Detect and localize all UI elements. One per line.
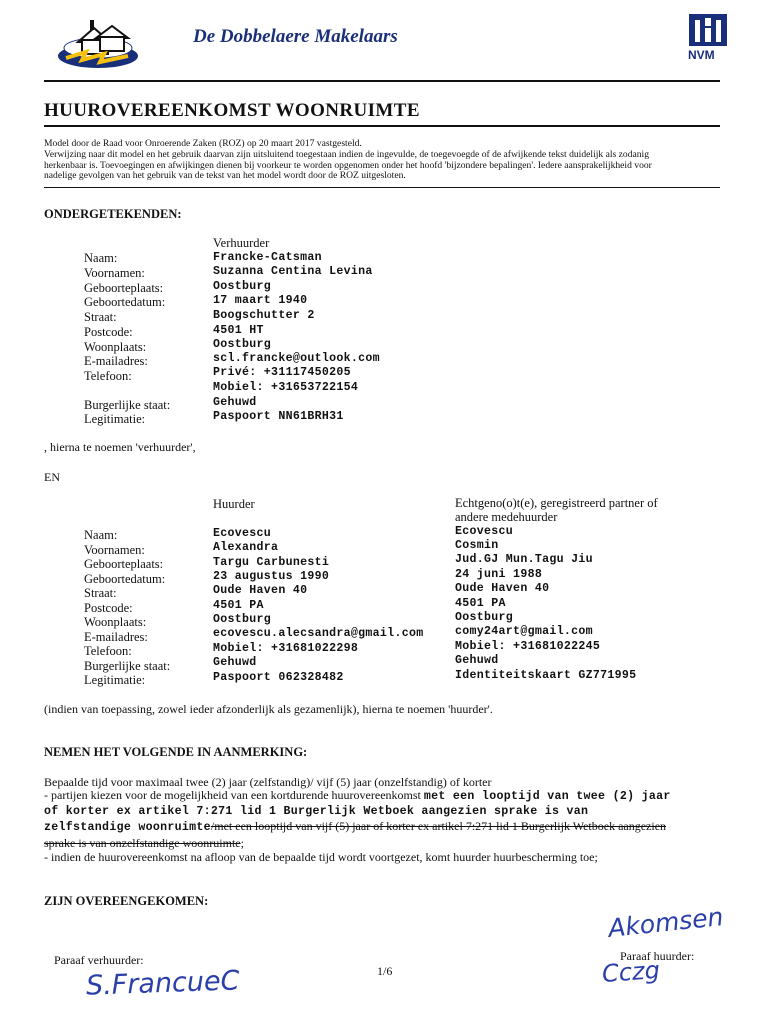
huurder-voornamen: Alexandra (213, 541, 279, 554)
verhuurder-naam: Francke-Catsman (213, 251, 322, 264)
partijen-prefix: - partijen kiezen voor de mogelijkheid van een kortdurende huurovereenkomst (44, 788, 421, 802)
partijen-mono-3: zelfstandige woonruimte (44, 821, 211, 834)
label-geboortedatum-2: Geboortedatum: (84, 572, 166, 586)
label-naam-2: Naam: (84, 528, 118, 542)
nvm-logo-icon (689, 14, 727, 46)
verhuurder-burgerlijke-staat: Gehuwd (213, 396, 257, 409)
partner-geboorteplaats: Jud.GJ Mun.Tagu Jiu (455, 553, 593, 566)
verhuurder-woonplaats: Oostburg (213, 338, 272, 351)
huurder-burgerlijke-staat: Gehuwd (213, 656, 257, 669)
hierna-verhuurder: , hierna te noemen 'verhuurder', (44, 440, 196, 454)
partijen-mono-1: met een looptijd van twee (2) jaar (423, 790, 671, 803)
verhuurder-voornamen: Suzanna Centina Levina (213, 265, 373, 278)
page-number: 1/6 (377, 964, 393, 978)
huurder-straat: Oude Haven 40 (213, 584, 308, 597)
verhuurder-geboortedatum: 17 maart 1940 (213, 294, 308, 307)
document-title: HUUROVEREENKOMST WOONRUIMTE (44, 100, 420, 121)
label-email: E-mailadres: (84, 354, 148, 368)
partijen-end: ; (240, 835, 244, 850)
partijen-strike-1: /met een looptijd van vijf (5) jaar of korter ex artikel 7:271 lid 1 Burgerlijk Wetboek aangezien (210, 819, 667, 833)
paraaf-verhuurder-label: Paraaf verhuurder: (54, 953, 144, 967)
partner-woonplaats: Oostburg (455, 611, 514, 624)
indien-huur-text: - indien de huurovereenkomst na afloop van de bepaalde tijd wordt voortgezet, komt huurder huurbescherming toe; (44, 850, 598, 864)
label-legitimatie: Legitimatie: (84, 412, 146, 426)
label-voornamen-2: Voornamen: (84, 543, 145, 557)
label-postcode-2: Postcode: (84, 601, 133, 615)
partijen-strike-2: sprake is van onzelfstandige woonruimte (44, 835, 241, 850)
huurder-signature-top: Akomsen (606, 902, 725, 943)
company-logo (56, 12, 142, 72)
huurder-legitimatie: Paspoort 062328482 (213, 671, 344, 684)
indien-text: (indien van toepassing, zowel ieder afzonderlijk als gezamenlijk), hierna te noemen 'huurder'. (44, 702, 493, 716)
verhuurder-geboorteplaats: Oostburg (213, 280, 272, 293)
label-postcode: Postcode: (84, 325, 133, 339)
verhuurder-email: scl.francke@outlook.com (213, 352, 380, 365)
company-name: De Dobbelaere Makelaars (193, 26, 398, 47)
verhuurder-telefoon-prive: Privé: +31117450205 (213, 366, 351, 379)
nemen-heading: NEMEN HET VOLGENDE IN AANMERKING: (44, 745, 308, 759)
partijen-mono-2: of korter ex artikel 7:271 lid 1 Burgerlijk Wetboek aangezien sprake is van (44, 804, 589, 818)
en-label: EN (44, 470, 60, 484)
huurder-naam: Ecovescu (213, 527, 272, 540)
partner-email: comy24art@gmail.com (455, 625, 593, 638)
title-divider (44, 125, 720, 127)
label-naam: Naam: (84, 251, 118, 265)
verhuurder-postcode: 4501 HT (213, 324, 264, 337)
label-straat-2: Straat: (84, 586, 117, 600)
partner-geboortedatum: 24 juni 1988 (455, 568, 543, 581)
huurder-geboortedatum: 23 augustus 1990 (213, 570, 330, 583)
label-burgerlijke-staat-2: Burgerlijke staat: (84, 659, 171, 673)
label-voornamen: Voornamen: (84, 266, 145, 280)
partner-burgerlijke-staat: Gehuwd (455, 654, 499, 667)
partner-voornamen: Cosmin (455, 539, 499, 552)
model-divider (44, 187, 720, 188)
partner-postcode: 4501 PA (455, 597, 506, 610)
label-woonplaats: Woonplaats: (84, 340, 147, 354)
nvm-label: NVM (688, 48, 715, 62)
verhuurder-telefoon-mobiel: Mobiel: +31653722154 (213, 381, 359, 394)
label-burgerlijke-staat: Burgerlijke staat: (84, 398, 171, 412)
paraaf-huurder-label: Paraaf huurder: (620, 949, 695, 963)
verhuurder-straat: Boogschutter 2 (213, 309, 315, 322)
label-geboorteplaats: Geboorteplaats: (84, 281, 164, 295)
huurder-geboorteplaats: Targu Carbunesti (213, 556, 330, 569)
partner-naam: Ecovescu (455, 525, 514, 538)
partner-heading-2: andere medehuurder (455, 510, 558, 524)
huurder-telefoon: Mobiel: +31681022298 (213, 642, 359, 655)
label-telefoon: Telefoon: (84, 369, 132, 383)
label-legitimatie-2: Legitimatie: (84, 673, 146, 687)
label-straat: Straat: (84, 310, 117, 324)
huurder-heading: Huurder (213, 497, 255, 511)
model-disclaimer: Model door de Raad voor Onroerende Zaken (ROZ) op 20 maart 2017 vastgesteld. Verwijzing naar dit model en het gebruik daarvan zijn uitsluitend toegestaan indien de ingevulde, de toegevoegde of de afwijkende tekst duidelijk als zodanig herkenbaar is. Toevoegingen en afwijkingen dienen bij voorkeur te worden opgenomen onder het hoofd 'bijzondere bepalingen'. Iedere aansprakelijkheid voor nadelige gevolgen van het gebruik van de tekst van het model wordt door de ROZ uitgesloten. (44, 138, 652, 182)
label-geboortedatum: Geboortedatum: (84, 295, 166, 309)
partner-heading-1: Echtgeno(o)t(e), geregistreerd partner of (455, 496, 658, 510)
ondergetekenden-heading: ONDERGETEKENDEN: (44, 207, 182, 221)
partner-telefoon: Mobiel: +31681022245 (455, 640, 601, 653)
label-telefoon-2: Telefoon: (84, 644, 132, 658)
verhuurder-signature: S.FrancueC (85, 965, 240, 1002)
label-woonplaats-2: Woonplaats: (84, 615, 147, 629)
label-email-2: E-mailadres: (84, 630, 148, 644)
label-geboorteplaats-2: Geboorteplaats: (84, 557, 164, 571)
huurder-postcode: 4501 PA (213, 599, 264, 612)
huurder-email: ecovescu.alecsandra@gmail.com (213, 627, 424, 640)
header-divider (44, 80, 720, 82)
verhuurder-heading: Verhuurder (213, 236, 270, 250)
huurder-woonplaats: Oostburg (213, 613, 272, 626)
partner-legitimatie: Identiteitskaart GZ771995 (455, 669, 637, 682)
zijn-heading: ZIJN OVEREENGEKOMEN: (44, 894, 209, 908)
bepaalde-tijd-text: Bepaalde tijd voor maximaal twee (2) jaar (zelfstandig)/ vijf (5) jaar (onzelfstandig) of korter (44, 775, 492, 789)
huurder-signature-bottom: Cczg (601, 956, 661, 988)
partner-straat: Oude Haven 40 (455, 582, 550, 595)
partijen-paragraph (44, 788, 734, 865)
verhuurder-legitimatie: Paspoort NN61BRH31 (213, 410, 344, 423)
